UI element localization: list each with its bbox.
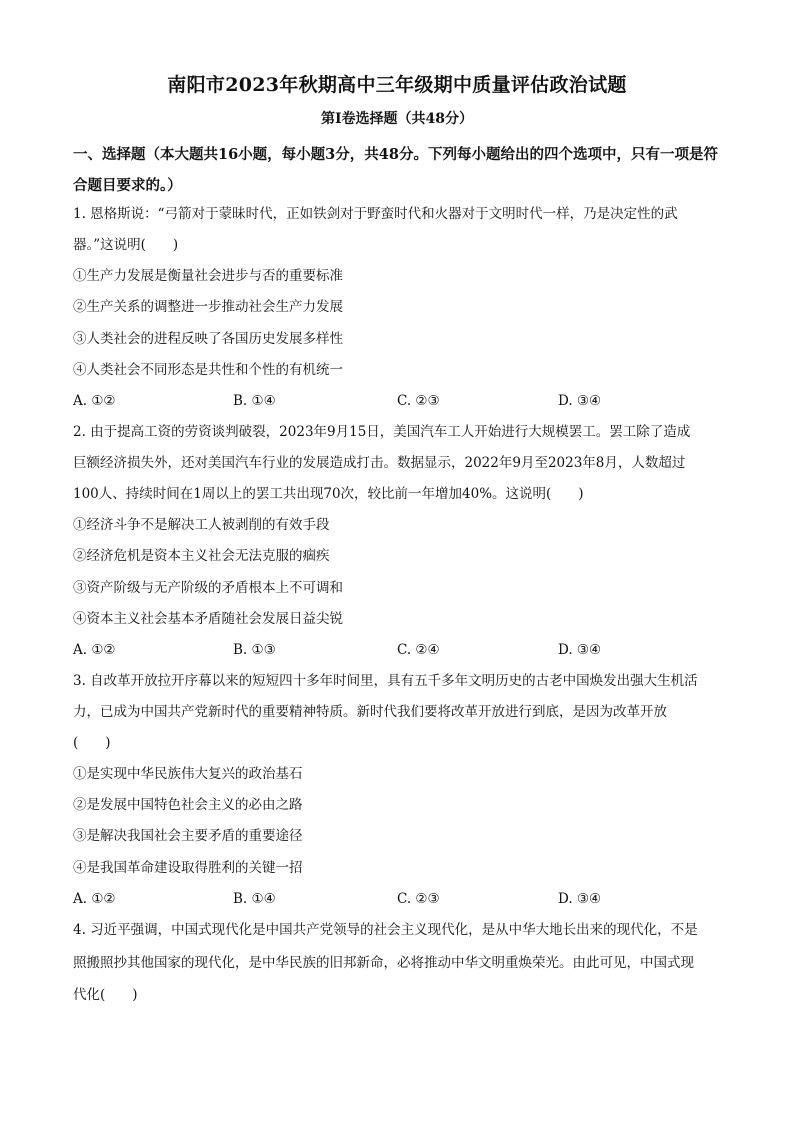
- q1-statement-4: ④人类社会不同形态是共性和个性的有机统一: [73, 362, 343, 378]
- q1-stem-line-1: 1. 恩格斯说：“弓箭对于蒙昧时代，正如铁剑对于野蛮时代和火器对于文明时代一样，乃是决定性的武: [73, 206, 678, 222]
- part-heading: 第Ⅰ卷选择题（共48分）: [320, 111, 474, 127]
- q2-stem-line-2: 巨额经济损失外，还对美国汽车行业的发展造成打击。数据显示，2022年9月至2023年8月，人数超过: [73, 455, 686, 471]
- q1-option-d: D. ③④: [558, 393, 602, 409]
- q3-option-d: D. ③④: [558, 891, 602, 907]
- q2-stem-line-3: 100人、持续时间在1周以上的罢工共出现70次，较比前一年增加40%。这说明( ): [73, 486, 584, 502]
- q2-option-c: C. ②④: [397, 642, 440, 658]
- q3-statement-3: ③是解决我国社会主要矛盾的重要途径: [73, 828, 303, 844]
- q1-statement-3: ③人类社会的进程反映了各国历史发展多样性: [73, 331, 343, 347]
- section-heading: 一、选择题（本大题共16小题，每小题3分，共48分。下列每小题给出的四个选项中，只有一项是符合题目要求的。）: [73, 146, 718, 194]
- q1-statement-2: ②生产关系的调整进一步推动社会生产力发展: [73, 299, 343, 315]
- q3-option-a: A. ①②: [73, 891, 116, 907]
- q3-stem-line-2: 力，已成为中国共产党新时代的重要精神特质。新时代我们要将改革开放进行到底，是因为改革开放: [73, 704, 667, 720]
- q2-statement-1: ①经济斗争不是解决工人被剥削的有效手段: [73, 517, 330, 533]
- q4-stem-line-2: 照搬照抄其他国家的现代化，是中华民族的旧邦新命，必将推动中华文明重焕荣光。由此可见，中国式现: [73, 955, 694, 971]
- q2-options: [73, 641, 723, 659]
- q1-option-a: A. ①②: [73, 393, 116, 409]
- exam-title: 南阳市2023年秋期高中三年级期中质量评估政治试题: [167, 74, 627, 96]
- q2-statement-2: ②经济危机是资本主义社会无法克服的痼疾: [73, 548, 330, 564]
- q3-statement-2: ②是发展中国特色社会主义的必由之路: [73, 797, 303, 813]
- q3-stem-line-3: ( ): [73, 735, 111, 751]
- q3-statement-4: ④是我国革命建设取得胜利的关键一招: [73, 860, 303, 876]
- q3-statement-1: ①是实现中华民族伟大复兴的政治基石: [73, 766, 303, 782]
- q3-options: [73, 890, 723, 908]
- q2-stem-line-1: 2. 由于提高工资的劳资谈判破裂，2023年9月15日，美国汽车工人开始进行大规模罢工。罢工除了造成: [73, 424, 691, 440]
- q4-stem-line-1: 4. 习近平强调，中国式现代化是中国共产党领导的社会主义现代化，是从中华大地长出来的现代化，不是: [73, 922, 698, 938]
- q1-statement-1: ①生产力发展是衡量社会进步与否的重要标准: [73, 268, 343, 284]
- q2-statement-4: ④资本主义社会基本矛盾随社会发展日益尖锐: [73, 611, 343, 627]
- q2-option-d: D. ③④: [558, 642, 602, 658]
- q2-option-b: B. ①③: [233, 642, 276, 658]
- q3-option-c: C. ②③: [397, 891, 440, 907]
- q1-stem-line-2: 器。”这说明( ): [73, 237, 179, 253]
- q1-option-b: B. ①④: [233, 393, 276, 409]
- q4-stem-line-3: 代化( ): [73, 987, 138, 1003]
- q3-option-b: B. ①④: [233, 891, 276, 907]
- q3-stem-line-1: 3. 自改革开放拉开序幕以来的短短四十多年时间里，具有五千多年文明历史的古老中国焕发出强大生机活: [73, 673, 698, 689]
- q2-option-a: A. ①②: [73, 642, 116, 658]
- q1-options: [73, 392, 723, 410]
- q1-option-c: C. ②③: [397, 393, 440, 409]
- q2-statement-3: ③资产阶级与无产阶级的矛盾根本上不可调和: [73, 580, 343, 596]
